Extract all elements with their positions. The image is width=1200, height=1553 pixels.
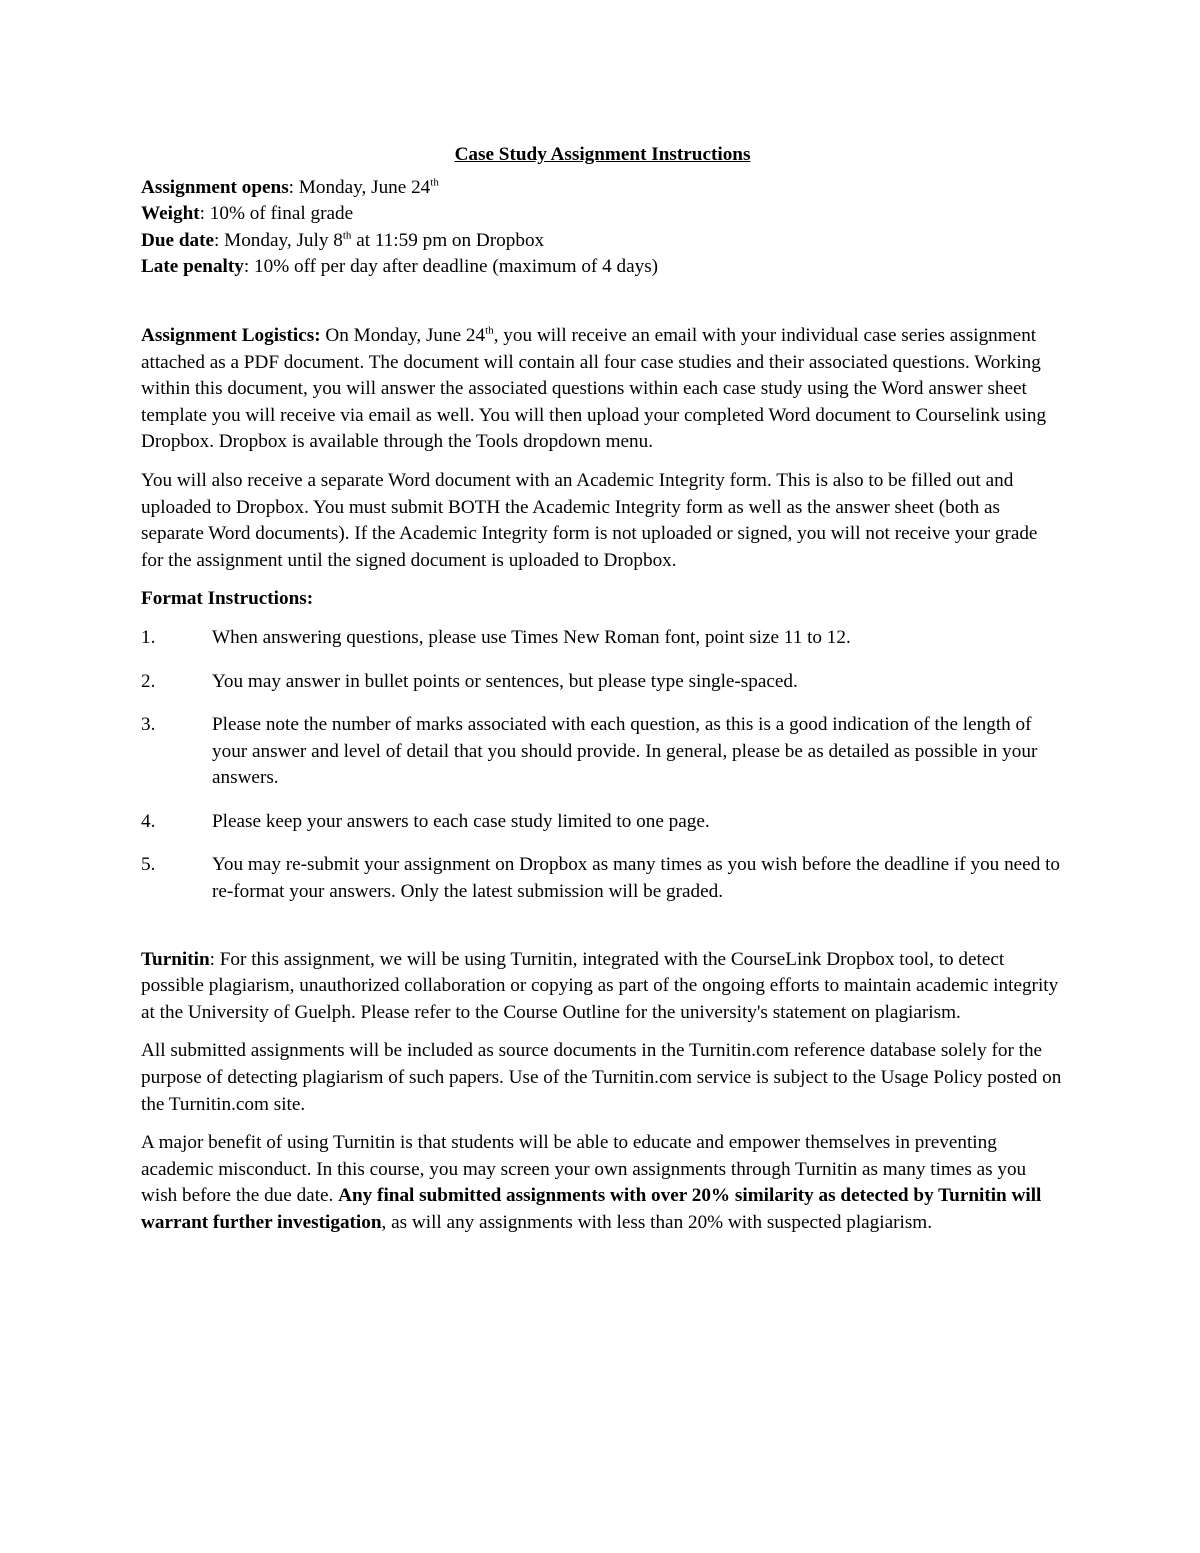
assignment-opens-line (141, 175, 1064, 202)
integrity-paragraph: You will also receive a separate Word document with an Academic Integrity form. This is also to be filled out and uploaded to Dropbox. You must submit BOTH the Academic Integrity form as well as the answer sheet (both as separate Word documents). If the Academic Integrity form is not uploaded or signed, you will not receive your grade for the assignment until the signed document is uploaded to Dropbox. (141, 469, 1038, 571)
list-item (141, 669, 1064, 696)
list-item (141, 852, 1064, 905)
list-item-text: You may answer in bullet points or sentences, but please type single-spaced. (212, 670, 798, 692)
turnitin-paragraph (141, 947, 1064, 1027)
assignment-opens-sup: th (430, 176, 439, 189)
list-item-text: You may re-submit your assignment on Dropbox as many times as you wish before the deadline if you need to re-format your answers. Only the latest submission will be graded. (212, 854, 1061, 903)
due-date-value-b: at 11:59 pm on Dropbox (351, 229, 545, 251)
late-penalty-label: Late penalty (141, 256, 244, 278)
late-penalty-line (141, 254, 1064, 281)
list-item-number: 3. (141, 714, 156, 736)
logistics-text-a: On Monday, June 24 (320, 324, 486, 346)
turnitin-text: : For this assignment, we will be using Turnitin, integrated with the CourseLink Dropbox tool, to detect possible plagiarism, unauthorized collaboration or copying as part of the ongoing efforts to maintain academic integrity at the University of Guelph. Please refer to the Course Outline for the university's statement on plagiarism. (141, 948, 1059, 1023)
list-item (141, 625, 1064, 652)
format-list (141, 625, 1064, 906)
logistics-paragraph (141, 323, 1064, 456)
weight-line (141, 201, 1064, 228)
logistics-text-b: , you will receive an email with your individual case series assignment attached as a PDF document. The document will contain all four case studies and their associated questions. Working within this document, you will answer the associated questions within each case study using the Word answer sheet template you will receive via email as well. You will then upload your completed Word document to Courselink using Dropbox. Dropbox is available through the Tools dropdown menu. (141, 324, 1047, 453)
list-item-number: 5. (141, 854, 156, 876)
format-heading: Format Instructions: (141, 588, 314, 610)
list-item (141, 809, 1064, 836)
list-item-text: Please note the number of marks associated with each question, as this is a good indication of the length of your answer and level of detail that you should provide. In general, please be as detailed as possible in your answers. (212, 714, 1038, 789)
due-date-sup: th (342, 229, 352, 242)
logistics-sup: th (485, 324, 494, 337)
turnitin-benefit-text-a: A major benefit of using Turnitin is that students will be able to educate and empower themselves in preventing academic misconduct. In this course, you may screen your own assignments through Turnitin as many times as you wish before the due date. (141, 1132, 1027, 1207)
late-penalty-value: : 10% off per day after deadline (maximum of 4 days) (243, 256, 659, 278)
turnitin-database-paragraph: All submitted assignments will be included as source documents in the Turnitin.com reference database solely for the purpose of detecting plagiarism of such papers. Use of the Turnitin.com service is subject to the Usage Policy posted on the Turnitin.com site. (141, 1040, 1062, 1115)
list-item-number: 4. (141, 810, 156, 832)
assignment-opens-value: : Monday, June 24 (288, 176, 431, 198)
weight-label: Weight (141, 203, 200, 225)
due-date-line (141, 228, 1064, 255)
weight-value: : 10% of final grade (199, 203, 354, 225)
due-date-value-a: : Monday, July 8 (214, 229, 343, 251)
list-item (141, 712, 1064, 792)
assignment-opens-label: Assignment opens (141, 176, 289, 198)
turnitin-benefit-text-b: , as will any assignments with less than 20% with suspected plagiarism. (381, 1212, 933, 1233)
document-title: Case Study Assignment Instructions (454, 144, 751, 165)
list-item-text: When answering questions, please use Times New Roman font, point size 11 to 12. (212, 626, 851, 648)
logistics-label: Assignment Logistics: (141, 324, 321, 346)
list-item-text: Please keep your answers to each case study limited to one page. (212, 810, 710, 832)
turnitin-label: Turnitin (141, 948, 210, 970)
list-item-number: 2. (141, 670, 156, 692)
due-date-label: Due date (141, 229, 215, 251)
list-item-number: 1. (141, 626, 156, 648)
turnitin-benefit-paragraph (141, 1130, 1064, 1236)
turnitin-benefit-bold: Any final submitted assignments with over 20% similarity as detected by Turnitin will warrant further investigation (141, 1185, 1042, 1233)
